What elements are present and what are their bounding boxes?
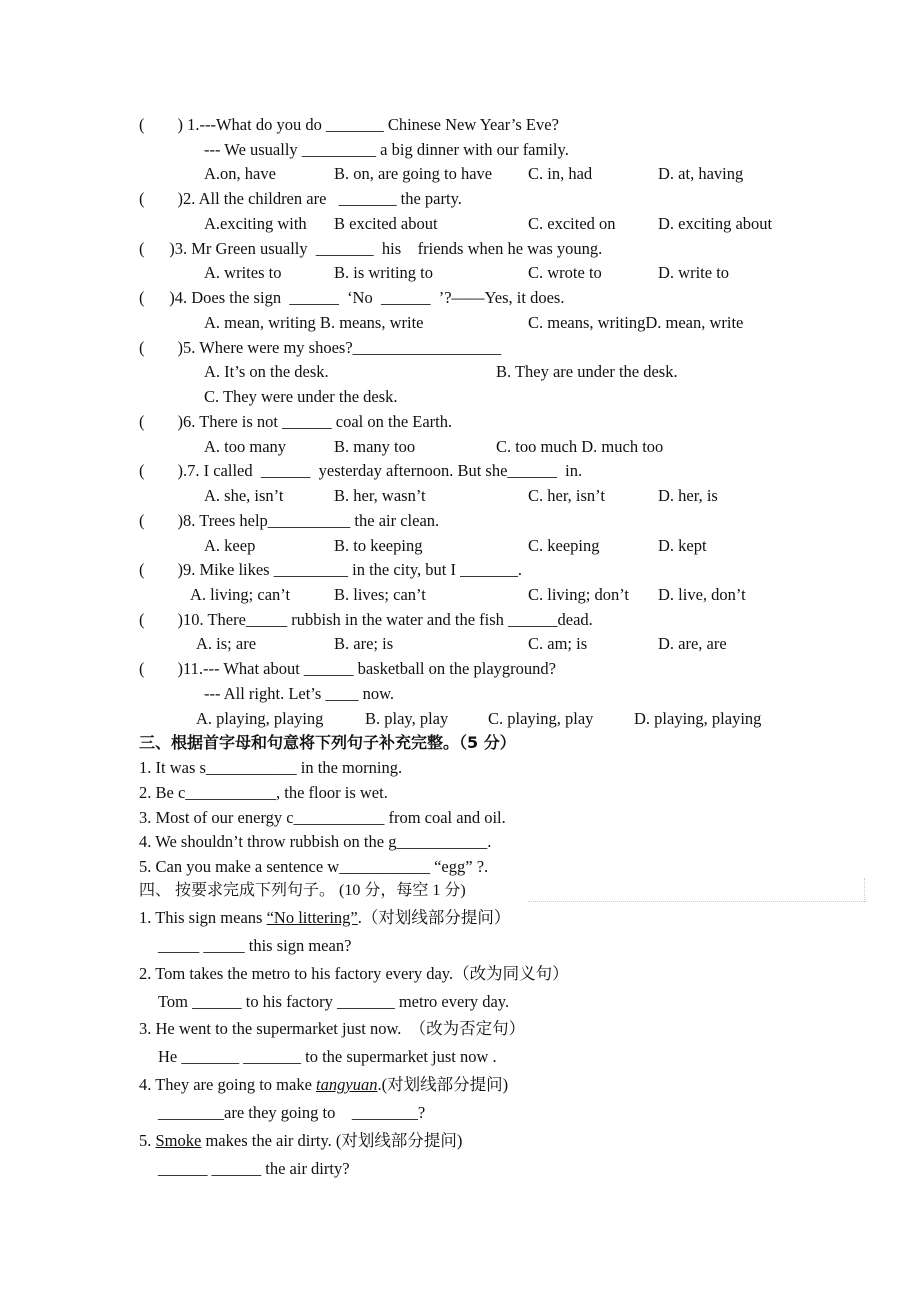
q5-option-b: B. They are under the desk. [496, 362, 678, 381]
section-4-item-2-answer: Tom ______ to his factory _______ metro every day. [158, 992, 510, 1011]
q11-option-b: B. play, play [365, 709, 449, 728]
q2-option-b: B excited about [334, 214, 438, 233]
question-2: ( )2. All the children are _______ the party. [139, 189, 462, 208]
section-4-item-3-question: 3. He went to the supermarket just now. （改为否定句） [139, 1019, 526, 1038]
section-3-item-1: 1. It was s___________ in the morning. [139, 758, 403, 777]
q7-option-a: A. she, isn’t [204, 486, 284, 505]
q-text: 5. [139, 1131, 156, 1150]
q7-option-d: D. her, is [658, 486, 718, 505]
q3-option-a: A. writes to [204, 263, 282, 282]
q6-option-b: B. many too [334, 437, 416, 456]
section-4-item-4-question [139, 1075, 508, 1095]
q4-options-ab: A. mean, writing B. means, write [204, 313, 424, 332]
q10-option-c: C. am; is [528, 634, 588, 653]
q8-option-c: C. keeping [528, 536, 600, 555]
q-instruction: makes the air dirty. (对划线部分提问) [201, 1131, 463, 1150]
q8-option-d: D. kept [658, 536, 707, 555]
section-3-item-4: 4. We shouldn’t throw rubbish on the g___________. [139, 832, 492, 851]
q10-option-d: D. are, are [658, 634, 727, 653]
q1-option-b: B. on, are going to have [334, 164, 493, 183]
q7-option-c: C. her, isn’t [528, 486, 605, 505]
question-9: ( )9. Mike likes _________ in the city, but I _______. [139, 560, 522, 579]
underlined-phrase: tangyuan [316, 1075, 378, 1094]
section-4-item-1-answer: _____ _____ this sign mean? [158, 936, 352, 955]
q8-option-a: A. keep [204, 536, 256, 555]
section-3-item-2: 2. Be c___________, the floor is wet. [139, 783, 388, 802]
q-text: 1. This sign means [139, 908, 267, 927]
q2-option-a: A.exciting with [204, 214, 307, 233]
q-text: 4. They are going to make [139, 1075, 317, 1094]
question-11-line-2: --- All right. Let’s ____ now. [204, 684, 395, 703]
q5-option-c: C. They were under the desk. [204, 387, 398, 406]
q-instruction: .（对划线部分提问） [357, 908, 511, 927]
question-4: ( )4. Does the sign ______ ‘No ______ ’?——Yes, it does. [139, 288, 565, 307]
dotted-divider [528, 901, 866, 902]
question-8: ( )8. Trees help__________ the air clean. [139, 511, 440, 530]
q1-option-c: C. in, had [528, 164, 593, 183]
section-4-title: 四、 按要求完成下列句子。 (10 分，每空 1 分) [139, 882, 466, 899]
section-4-item-4-answer: ________are they going to ________? [158, 1103, 426, 1122]
q11-option-d: D. playing, playing [634, 709, 762, 728]
section-4-item-3-answer: He _______ _______ to the supermarket just now . [158, 1047, 497, 1066]
question-11-line-1: ( )11.--- What about ______ basketball on the playground? [139, 659, 556, 678]
section-4-item-5-question [139, 1131, 462, 1151]
q9-option-c: C. living; don’t [528, 585, 629, 604]
q2-option-c: C. excited on [528, 214, 616, 233]
q6-option-a: A. too many [204, 437, 287, 456]
question-5: ( )5. Where were my shoes?__________________ [139, 338, 502, 357]
question-1-line-2: --- We usually _________ a big dinner with our family. [204, 140, 569, 159]
q3-option-d: D. write to [658, 263, 730, 282]
section-3-item-5: 5. Can you make a sentence w___________ “egg” ?. [139, 857, 489, 876]
underlined-phrase: Smoke [155, 1131, 202, 1150]
question-6: ( )6. There is not ______ coal on the Earth. [139, 412, 453, 431]
q6-option-cd: C. too much D. much too [496, 437, 664, 456]
q9-option-d: D. live, don’t [658, 585, 746, 604]
section-4-item-1-question [139, 908, 510, 928]
q3-option-b: B. is writing to [334, 263, 434, 282]
q-instruction: .(对划线部分提问) [377, 1075, 509, 1094]
section-4-item-2-question: 2. Tom takes the metro to his factory every day.（改为同义句） [139, 964, 569, 983]
section-4-item-5-answer: ______ ______ the air dirty? [158, 1159, 350, 1178]
section-3-title: 三、根据首字母和句意将下列句子补充完整。（5 分） [139, 733, 516, 752]
question-3: ( )3. Mr Green usually _______ his friends when he was young. [139, 239, 603, 258]
q1-option-d: D. at, having [658, 164, 744, 183]
dotted-divider-vertical [864, 878, 865, 902]
q11-option-c: C. playing, play [488, 709, 594, 728]
q8-option-b: B. to keeping [334, 536, 423, 555]
question-1-line-1: ( ) 1.---What do you do _______ Chinese New Year’s Eve? [139, 115, 559, 134]
q11-option-a: A. playing, playing [196, 709, 324, 728]
q10-option-b: B. are; is [334, 634, 394, 653]
q4-options-cd: C. means, writingD. mean, write [528, 313, 744, 332]
q9-option-b: B. lives; can’t [334, 585, 426, 604]
q2-option-d: D. exciting about [658, 214, 773, 233]
q9-option-a: A. living; can’t [190, 585, 291, 604]
q3-option-c: C. wrote to [528, 263, 602, 282]
question-7: ( ).7. I called ______ yesterday afternoon. But she______ in. [139, 461, 583, 480]
question-10: ( )10. There_____ rubbish in the water and the fish ______dead. [139, 610, 593, 629]
q1-option-a: A.on, have [204, 164, 276, 183]
q5-option-a: A. It’s on the desk. [204, 362, 329, 381]
q10-option-a: A. is; are [196, 634, 257, 653]
underlined-phrase: “No littering” [266, 908, 358, 927]
section-3-item-3: 3. Most of our energy c___________ from coal and oil. [139, 808, 506, 827]
q7-option-b: B. her, wasn’t [334, 486, 426, 505]
